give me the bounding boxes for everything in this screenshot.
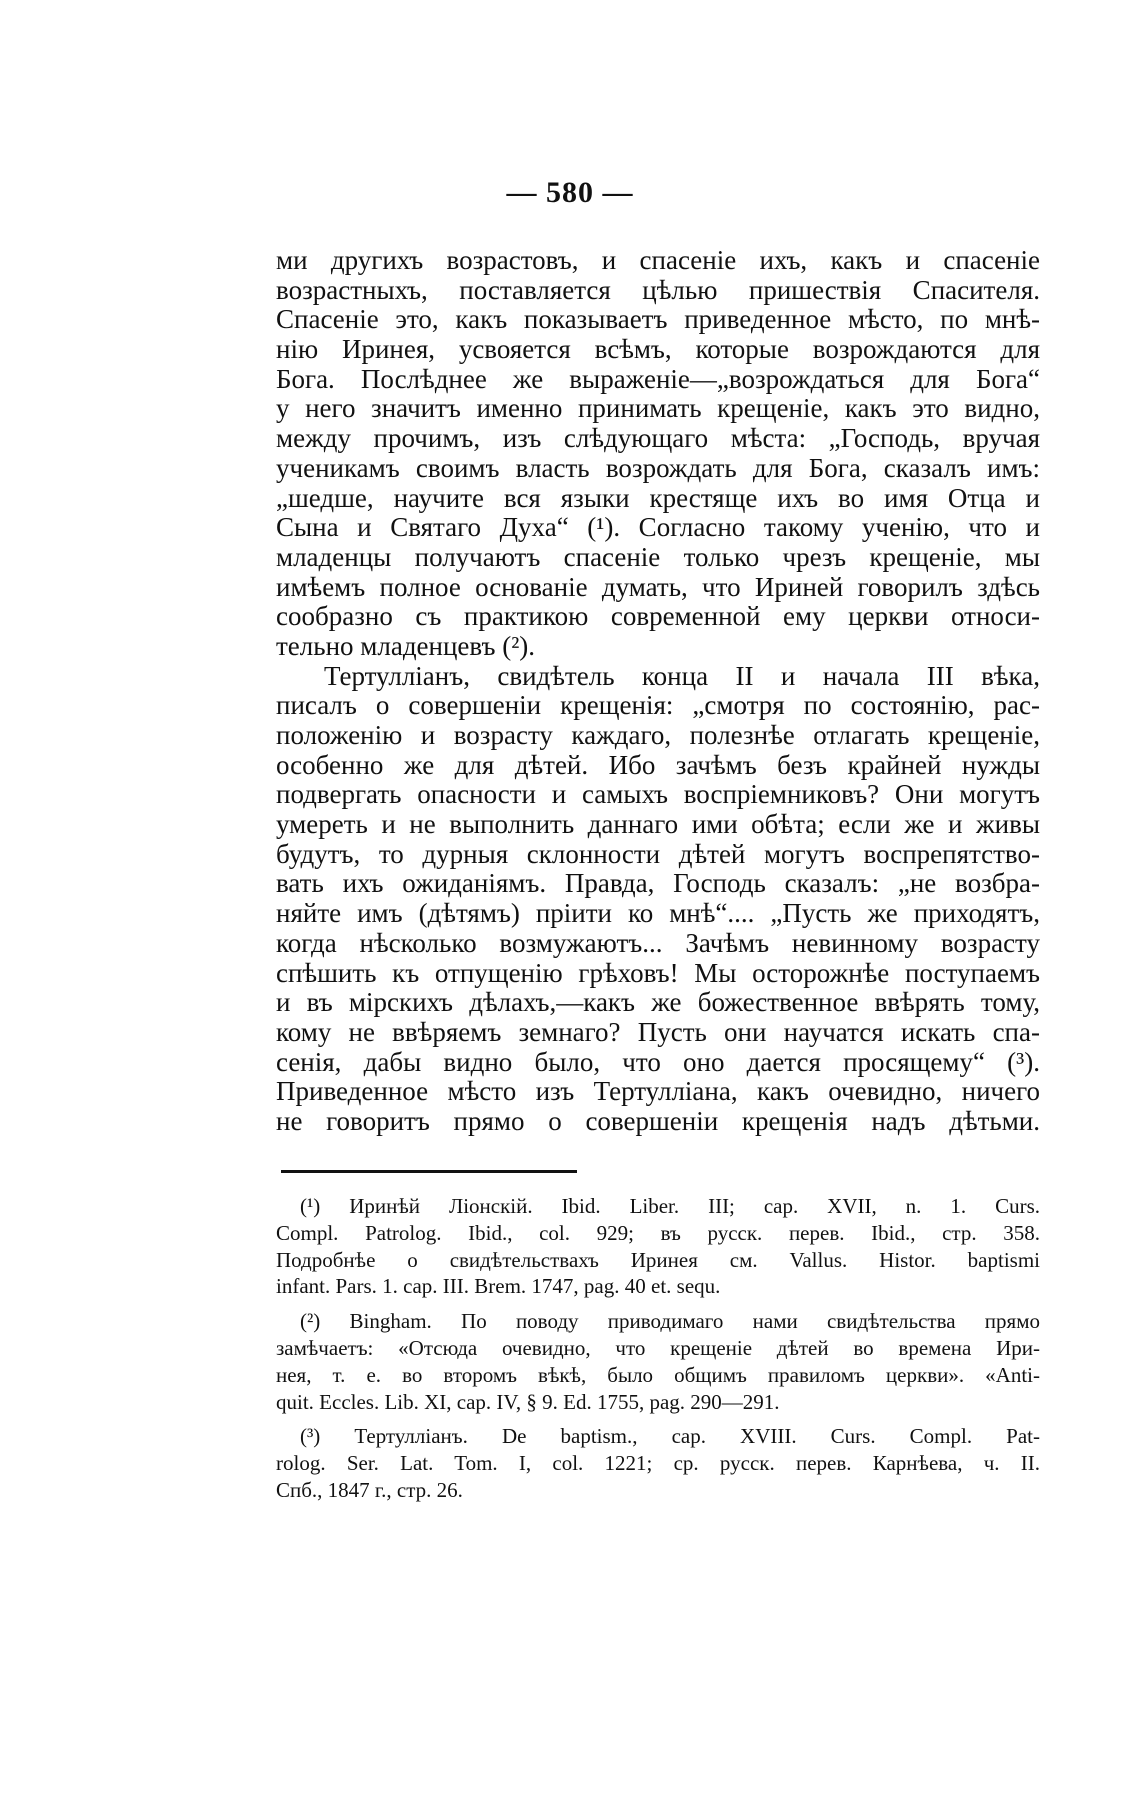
page-number: — 580 — xyxy=(506,176,634,209)
text-line: умереть и не выполнить даннаго ими обѣта; если же и живы xyxy=(276,810,1040,840)
text-line: имѣемъ полное основаніе думать, что Ириней говорилъ здѣсь xyxy=(276,572,1040,602)
footnote-line: Спб., 1847 г., стр. 26. xyxy=(276,1477,463,1502)
text-line: „шедше, научите вся языки крестяще ихъ во имя Отца и xyxy=(276,483,1040,513)
text-line: спѣшить къ отпущенію грѣховъ! Мы осторожнѣе поступаемъ xyxy=(276,958,1040,988)
text-line: Тертулліанъ, свидѣтель конца II и начала III вѣка, xyxy=(324,661,1040,691)
footnote-line: Compl. Patrolog. Ibid., col. 929; въ русск. перев. Ibid., стр. 358. xyxy=(276,1220,1040,1245)
footnote-line: rolog. Ser. Lat. Tom. I, col. 1221; ср. русск. перев. Карнѣева, ч. II. xyxy=(276,1451,1040,1476)
text-line: ученикамъ своимъ власть возрождать для Бога, сказалъ имъ: xyxy=(276,453,1040,483)
footnote-line: infant. Pars. 1. cap. III. Brem. 1747, pag. 40 et. sequ. xyxy=(276,1274,721,1299)
text-line: сообразно съ практикою современной ему церкви относи- xyxy=(276,602,1040,632)
footnote-line: замѣчаетъ: «Отсюда очевидно, что крещеніе дѣтей во времена Ири- xyxy=(276,1335,1040,1360)
text-line: младенцы получаютъ спасеніе только чрезъ крещеніе, мы xyxy=(276,542,1040,572)
text-line: когда нѣсколько возмужаютъ... Зачѣмъ невинному возрасту xyxy=(276,928,1040,958)
text-line: вать ихъ ожиданіямъ. Правда, Господь сказалъ: „не возбра- xyxy=(276,869,1040,899)
text-line: кому не ввѣряемъ земнаго? Пусть они научатся искать спа- xyxy=(276,1017,1040,1047)
text-line: тельно младенцевъ (²). xyxy=(276,631,536,661)
footnote-line: (²) Bingham. По поводу приводимаго нами свидѣтельства прямо xyxy=(300,1309,1040,1334)
footnote-divider xyxy=(281,1170,577,1173)
text-line: Приведенное мѣсто изъ Тертулліана, какъ очевидно, ничего xyxy=(276,1077,1040,1107)
text-line: подвергать опасности и самыхъ воспріемниковъ? Они могутъ xyxy=(276,780,1040,810)
text-line: ми другихъ возрастовъ, и спасеніе ихъ, какъ и спасеніе xyxy=(276,246,1040,275)
main-text xyxy=(276,246,1040,1137)
text-line: особенно же для дѣтей. Ибо зачѣмъ безъ крайней нужды xyxy=(276,750,1040,780)
footnote-line: Подробнѣе о свидѣтельствахъ Иринея см. Vallus. Histor. baptismi xyxy=(276,1247,1040,1272)
text-line: няйте имъ (дѣтямъ) пріити ко мнѣ“.... „Пусть же приходятъ, xyxy=(276,899,1040,929)
text-line: возрастныхъ, поставляется цѣлью пришествія Спасителя. xyxy=(276,275,1040,305)
footnotes xyxy=(276,1193,1040,1504)
text-line: будутъ, то дурныя склонности дѣтей могутъ воспрепятство- xyxy=(276,839,1040,869)
text-line: Бога. Послѣднее же выраженіе—„возрождаться для Бога“ xyxy=(276,364,1040,394)
text-line: писалъ о совершеніи крещенія: „смотря по состоянію, рас- xyxy=(276,691,1040,721)
footnote-line: нея, т. е. во второмъ вѣкѣ, было общимъ правиломъ церкви». «Anti- xyxy=(276,1362,1040,1387)
text-line: между прочимъ, изъ слѣдующаго мѣста: „Господь, вручая xyxy=(276,424,1040,454)
text-line: Спасеніе это, какъ показываетъ приведенное мѣсто, по мнѣ- xyxy=(276,305,1040,335)
footnote-line: (³) Тертулліанъ. De baptism., cap. XVIII. Curs. Compl. Pat- xyxy=(300,1424,1040,1449)
text-line: Сына и Святаго Духа“ (¹). Согласно такому ученію, что и xyxy=(276,513,1040,543)
text-line: у него значитъ именно принимать крещеніе, какъ это видно, xyxy=(276,394,1040,424)
text-line: сенія, дабы видно было, что оно дается просящему“ (³). xyxy=(276,1047,1040,1077)
text-line: положенію и возрасту каждаго, полезнѣе отлагать крещеніе, xyxy=(276,721,1040,750)
footnote-line: quit. Eccles. Lib. XI, cap. IV, § 9. Ed. 1755, pag. 290—291. xyxy=(276,1389,780,1414)
text-line: не говоритъ прямо о совершеніи крещенія надъ дѣтьми. xyxy=(276,1106,1040,1136)
text-line: и въ мірскихъ дѣлахъ,—какъ же божественное ввѣрять тому, xyxy=(276,988,1040,1018)
footnote-line: (¹) Иринѣй Ліонскій. Ibid. Liber. III; cap. XVII, n. 1. Curs. xyxy=(300,1194,1040,1218)
text-line: нію Иринея, усвояется всѣмъ, которые возрождаются для xyxy=(276,335,1040,365)
